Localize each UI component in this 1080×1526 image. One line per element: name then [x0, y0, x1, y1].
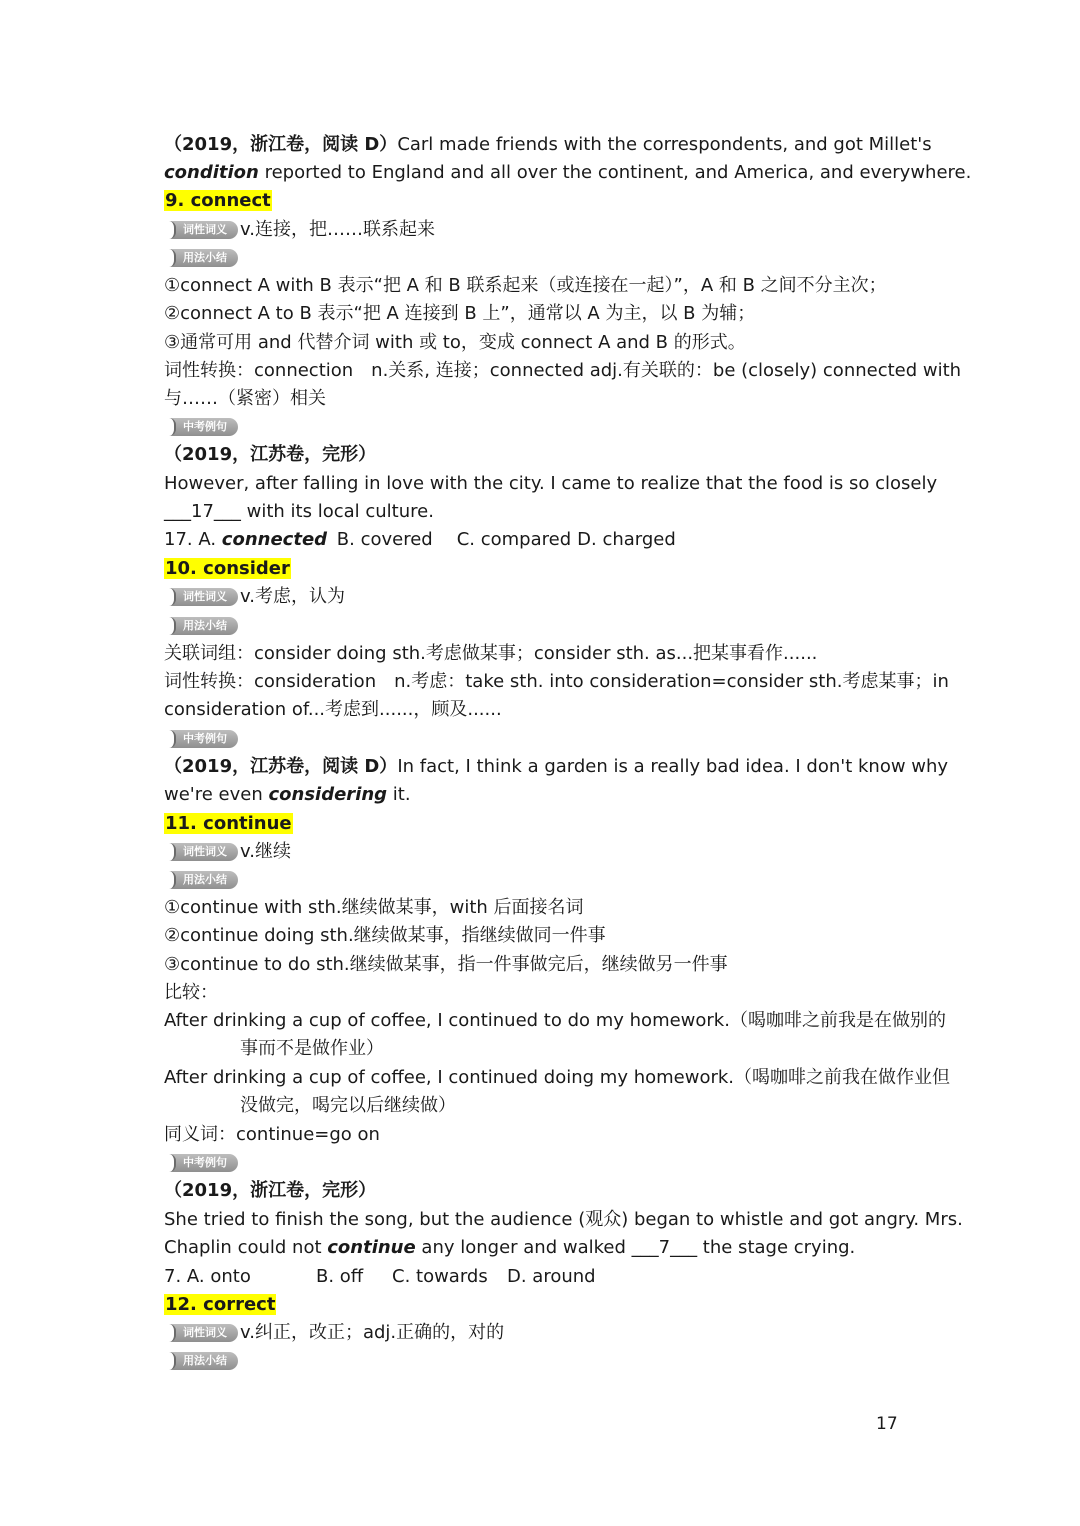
synonym-line: 同义词：continue=go on [164, 1124, 380, 1145]
conversion-line: 词性转换：connection n.关系, 连接；connected adj.有关联的：be (closely) connected with [164, 360, 962, 381]
meaning-line [164, 1319, 919, 1347]
options-line [164, 1263, 919, 1291]
blank: ___7___ [631, 1237, 698, 1258]
example-text: we're even [164, 784, 269, 805]
option-c: C. towards [392, 1266, 488, 1287]
tag-part-of-speech: 词性词义 [164, 843, 238, 861]
example-text: In fact, I think a garden is a really bad idea. I don't know why [397, 756, 949, 777]
entry-heading-text: 10. consider [165, 558, 290, 579]
example-line [164, 159, 972, 187]
example-line [164, 753, 949, 781]
option-d: D. around [507, 1266, 596, 1287]
tag-exam-example: 中考例句 [164, 1154, 238, 1172]
meaning-text: v.纠正，改正；adj.正确的，对的 [240, 1322, 505, 1343]
tag-part-of-speech: 词性词义 [164, 221, 238, 239]
entry-heading-text: 12. correct [165, 1294, 276, 1315]
example-line [164, 781, 919, 809]
usage-item: ①connect A with B 表示“把 A 和 B 联系起来（或连接在一起）”，A 和 B 之间不分主次； [164, 275, 887, 296]
meaning-line [164, 216, 919, 244]
key-word: considering [268, 784, 388, 805]
entry-heading [164, 187, 919, 215]
usage-tag-line [164, 866, 919, 894]
usage-tag-line [164, 244, 919, 272]
tag-exam-example: 中考例句 [164, 418, 238, 436]
conversion-line: consideration of...考虑到......，顾及...... [164, 699, 502, 720]
option-a: connected [221, 529, 328, 550]
tag-part-of-speech: 词性词义 [164, 588, 238, 606]
example-line [164, 498, 919, 526]
usage-item: ③continue to do sth.继续做某事，指一件事做完后，继续做另一件事 [164, 954, 728, 975]
example-tag-line [164, 413, 919, 441]
key-word: continue [327, 1237, 416, 1258]
entry-heading [164, 810, 919, 838]
option-a-label: 17. A. [164, 529, 222, 550]
entry-heading-text: 9. connect [165, 190, 271, 211]
tag-usage-summary: 用法小结 [164, 249, 238, 267]
usage-tag-line [164, 612, 919, 640]
meaning-line [164, 583, 919, 611]
tag-exam-example: 中考例句 [164, 730, 238, 748]
option-b: B. off [316, 1266, 364, 1287]
comparison-heading: 比较： [164, 982, 218, 1003]
meaning-text: v.继续 [240, 841, 291, 862]
example-text: any longer and walked [415, 1237, 632, 1258]
example-text: it. [387, 784, 411, 805]
comparison-line: After drinking a cup of coffee, I continued to do my homework.（喝咖啡之前我是在做别的 [164, 1010, 946, 1031]
example-text: reported to England and all over the continent, and America, and everywhere. [258, 162, 972, 183]
example-text: Chaplin could not [164, 1237, 328, 1258]
comparison-line: After drinking a cup of coffee, I continued doing my homework.（喝咖啡之前我在做作业但 [164, 1067, 950, 1088]
conversion-line: 与……（紧密）相关 [164, 388, 326, 409]
option-c: C. compared [456, 529, 572, 550]
example-line [164, 131, 932, 159]
blank: ___17___ [164, 501, 241, 522]
example-tag-line [164, 725, 919, 753]
meaning-line [164, 838, 919, 866]
phrase-line: 关联词组：consider doing sth.考虑做某事；consider sth. as...把某事看作...... [164, 643, 818, 664]
tag-usage-summary: 用法小结 [164, 617, 238, 635]
usage-item: ①continue with sth.继续做某事，with 后面接名词 [164, 897, 584, 918]
example-line: However, after falling in love with the city. I came to realize that the food is so closely [164, 473, 938, 494]
comparison-line: 事而不是做作业） [240, 1038, 384, 1059]
tag-part-of-speech: 词性词义 [164, 1324, 238, 1342]
option-b: B. covered [336, 529, 433, 550]
example-line: She tried to finish the song, but the audience (观众) began to whistle and got angry. Mrs. [164, 1209, 963, 1230]
usage-item: ②continue doing sth.继续做某事，指继续做同一件事 [164, 925, 606, 946]
entry-heading [164, 1291, 919, 1319]
example-source: （2019，江苏卷，阅读 D） [164, 756, 398, 777]
usage-item: ③通常可用 and 代替介词 with 或 to，变成 connect A and B 的形式。 [164, 332, 746, 353]
example-text: with its local culture. [240, 501, 434, 522]
example-source: （2019，江苏卷，完形） [164, 444, 377, 465]
tag-usage-summary: 用法小结 [164, 1352, 238, 1370]
tag-usage-summary: 用法小结 [164, 871, 238, 889]
page-number: 17 [876, 1414, 898, 1434]
option-a: 7. A. onto [164, 1266, 251, 1287]
conversion-line: 词性转换：consideration n.考虑：take sth. into consideration=consider sth.考虑某事；in [164, 671, 949, 692]
example-source: （2019，浙江卷，完形） [164, 1180, 377, 1201]
entry-heading-text: 11. continue [165, 813, 292, 834]
example-text: the stage crying. [697, 1237, 856, 1258]
key-word: condition [164, 162, 259, 183]
example-text: Carl made friends with the correspondents, and got Millet's [397, 134, 932, 155]
comparison-line: 没做完，喝完以后继续做） [240, 1095, 456, 1116]
meaning-text: v.考虑，认为 [240, 586, 345, 607]
option-d: D. charged [577, 529, 676, 550]
entry-heading [164, 555, 919, 583]
example-tag-line [164, 1149, 919, 1177]
meaning-text: v.连接，把……联系起来 [240, 219, 435, 240]
options-line [164, 526, 919, 554]
example-source: （2019，浙江卷，阅读 D） [164, 134, 398, 155]
example-line [164, 1234, 919, 1262]
usage-item: ②connect A to B 表示“把 A 连接到 B 上”，通常以 A 为主，以 B 为辅； [164, 303, 756, 324]
usage-tag-line [164, 1347, 919, 1375]
